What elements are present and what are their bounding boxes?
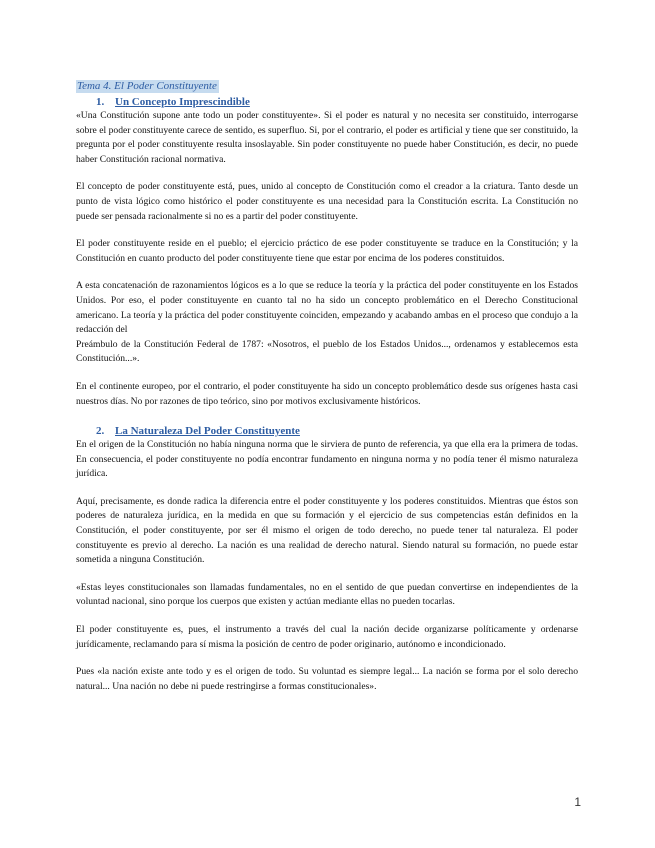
section-heading-text: Un Concepto Imprescindible (115, 96, 250, 108)
paragraph: En el origen de la Constitución no había ninguna norma que le sirviera de punto de referencia, ya que ella era la primera de todas. En consecuencia, el poder constituyente no podía encontrar fundamento en ninguna norma y no podía tener él mismo naturaleza jurídica. (76, 439, 578, 480)
paragraph: Preámbulo de la Constitución Federal de 1787: «Nosotros, el pueblo de los Estados Unidos..., ordenamos y establecemos esta Constitución...». (76, 338, 578, 365)
section-number: 1. (96, 96, 105, 108)
paragraph: Aquí, precisamente, es donde radica la diferencia entre el poder constituyente y los poderes constituidos. Mientras que éstos son poderes de naturaleza jurídica, en la medida en que su formación y el ejercicio de sus competencias están definidos en la Constitución, el poder constituyente, por ser él mismo el origen de todo derecho, no puede tener tal naturaleza. El poder constituyente es previo al derecho. La nación es una realidad de derecho natural. Siendo natural su formación, no puede estar sometida a ninguna Constitución. (76, 495, 578, 566)
section-number: 2. (96, 425, 105, 438)
paragraph: El poder constituyente reside en el pueblo; el ejercicio práctico de ese poder constituyente se traduce en la Constitución; y la Constitución en cuanto producto del poder constituyente tiene que estar por encima de los poderes constituidos. (76, 238, 578, 264)
page-number: 1 (574, 795, 581, 809)
paragraph: En el continente europeo, por el contrario, el poder constituyente ha sido un concepto problemático desde sus orígenes hasta casi nuestros días. No por razones de tipo teórico, sino por motivos exclusivamente históricos. (76, 380, 578, 407)
paragraph: «Estas leyes constitucionales son llamadas fundamentales, no en el sentido de que puedan convertirse en independientes de la voluntad nacional, sino porque los cuerpos que existen y actúan mediante ellas no pueden tocarlas. (76, 581, 578, 608)
section-heading-1 (76, 96, 578, 109)
section-heading-2 (76, 425, 578, 438)
document-title: Tema 4. El Poder Constituyente (77, 80, 217, 92)
paragraph: El poder constituyente es, pues, el instrumento a través del cual la nación decide organizarse políticamente y ordenarse jurídicamente, reclamando para sí misma la posición de centro de poder originario, autónomo e incondicionado. (76, 624, 578, 650)
document-title-row (76, 76, 578, 94)
paragraph: A esta concatenación de razonamientos lógicos es a lo que se reduce la teoría y la práctica del poder constituyente en los Estados Unidos. Por eso, el poder constituyente en cuanto tal no ha sido un concepto problemático en el Derecho Constitucional americano. La teoría y la práctica del poder constituyente coinciden, empezando y acabando ambas en el proceso que condujo a la redacción del (76, 280, 578, 336)
paragraph: Pues «la nación existe ante todo y es el origen de todo. Su voluntad es siempre legal... La nación se forma por el solo derecho natural... Una nación no debe ni puede restringirse a formas constitucionales». (76, 666, 578, 692)
paragraph: El concepto de poder constituyente está, pues, unido al concepto de Constitución como el creador a la criatura. Tanto desde un punto de vista lógico como histórico el poder constituyente es una necesidad para la Constitución escrita. La Constitución no puede ser pensada racionalmente si no es a partir del poder constituyente. (76, 181, 578, 222)
section-heading-text: La Naturaleza Del Poder Constituyente (115, 425, 300, 438)
page-content (76, 76, 578, 694)
paragraph: «Una Constitución supone ante todo un poder constituyente». Si el poder es natural y no necesita ser constituido, interrogarse sobre el poder constituyente carece de sentido, es superfluo. Si, por el contrario, el poder es artificial y tiene que ser constituido, la pregunta por el poder constituyente resulta insoslayable. Sin poder constituyente no puede haber Constitución, es decir, no puede haber Constitución racional normativa. (76, 110, 578, 165)
